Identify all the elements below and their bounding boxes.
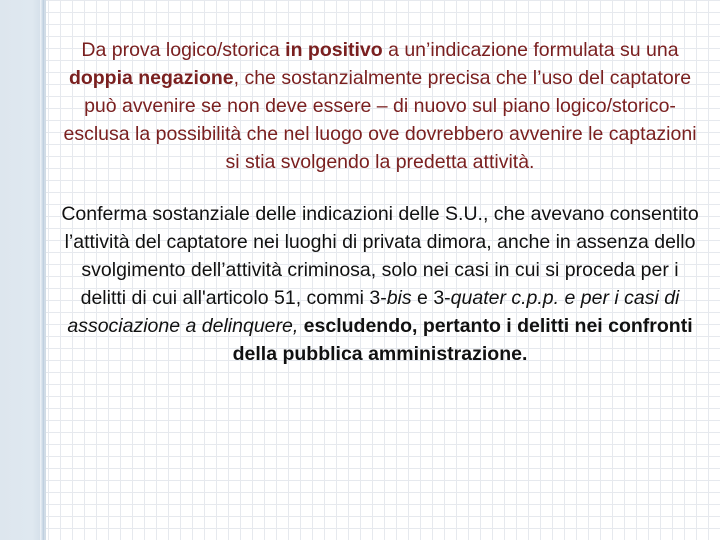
paragraph-1-text-2: a un’indicazione formulata su una <box>382 39 679 61</box>
paragraph-2-text-2: e 3- <box>411 287 451 309</box>
paragraph-1 <box>60 36 700 176</box>
paragraph-2-italic-bis: bis <box>386 287 412 309</box>
paragraph-2 <box>60 200 700 368</box>
paragraph-2-bold-escludendo: escludendo, pertanto i delitti nei confronti della pubblica amministrazione. <box>232 315 693 365</box>
paragraph-2-text-1: Conferma sostanziale delle indicazioni delle S.U., che avevano consentito l’attività del captatore nei luoghi di privata dimora, anche in assenza dello svolgimento dell’attività criminosa, solo nei casi in cui si proceda per i delitti di cui all'articolo 51, commi 3- <box>61 203 699 309</box>
left-decorative-rule <box>40 0 44 540</box>
paragraph-1-text-1: Da prova logico/storica <box>81 39 286 61</box>
paragraph-1-text-3: , che sostanzialmente precisa che l’uso del captatore può avvenire se non deve essere – di nuovo sul piano logico/storico- esclusa la possibilità che nel luogo ove dovrebbero avvenire le captazioni si stia svolgendo la predetta attività. <box>63 67 697 173</box>
paragraph-2-italic-quater: quater c.p.p. e per i casi di associazione a delinquere, <box>67 287 680 337</box>
paragraph-1-bold-in-positivo: in positivo <box>285 39 383 61</box>
slide-content <box>60 36 700 368</box>
paragraph-1-bold-doppia-negazione: doppia negazione <box>68 67 234 89</box>
